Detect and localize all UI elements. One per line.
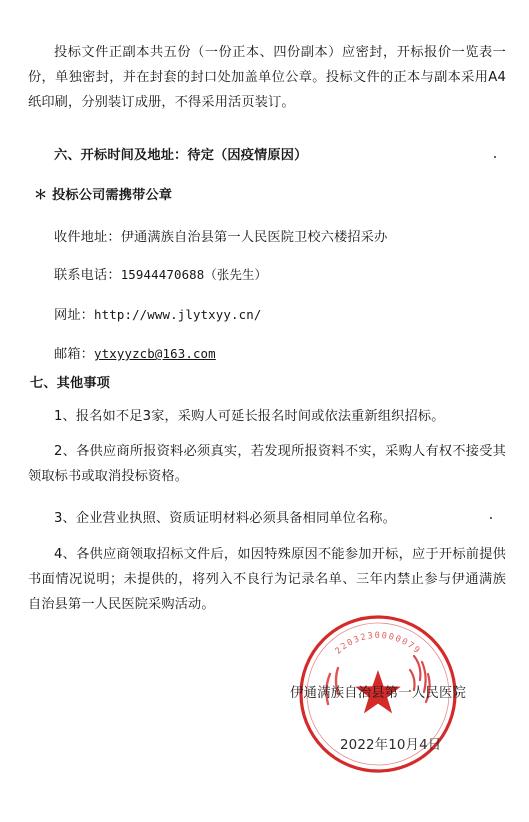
item-1: 1、报名如不足3家，采购人可延长报名时间或依法重新组织招标。 (54, 409, 445, 424)
email-line (54, 344, 216, 365)
section-seven-heading: 七、其他事项 (30, 376, 111, 391)
scan-speck (494, 156, 496, 158)
phone-label: 联系电话： (54, 268, 121, 283)
phone-value: 15944470688（张先生） (120, 267, 268, 282)
website-link[interactable]: http://www.jlytxyy.cn/ (94, 307, 262, 322)
item-4: 4、各供应商领取招标文件后，如因特殊原因不能参加开标，应于开标前提供书面情况说明；未提供的，将列入不良行为记录名单、三年内禁止参与伊通满族自治县第一人民医院采购活动。 (28, 547, 506, 612)
signature-date: 2022年10月4日 (340, 738, 442, 753)
address-line (54, 228, 387, 248)
address-value: 伊通满族自治县第一人民医院卫校六楼招采办 (120, 230, 388, 245)
email-link[interactable]: ytxyyzcb@163.com (94, 346, 216, 361)
paragraph-submission: 投标文件正副本共五份（一份正本、四份副本）应密封，开标报价一览表一份，单独密封，并在封套的封口处加盖单位公章。投标文件的正本与副本采用A4纸印刷，分别装订成册，不得采用活页装订。 (28, 45, 506, 110)
seal-number: 2203230000079 (333, 631, 423, 657)
organization-signature: 伊通满族自治县第一人民医院 (290, 686, 467, 701)
scan-speck (490, 517, 492, 519)
email-label: 邮箱： (54, 347, 95, 362)
website-label: 网址： (54, 308, 95, 323)
section-six-heading: 六、开标时间及地址：待定（因疫情原因） (54, 148, 308, 163)
item-3: 3、企业营业执照、资质证明材料必须具备相同单位名称。 (54, 511, 396, 526)
item-2: 2、各供应商所报资料必须真实，若发现所报资料不实，采购人有权不接受其领取标书或取消投标资格。 (28, 444, 506, 484)
website-line (54, 305, 261, 326)
address-label: 收件地址： (54, 230, 121, 245)
phone-line (54, 265, 267, 286)
seal-requirement-note: ＊ 投标公司需携带公章 (34, 188, 173, 203)
